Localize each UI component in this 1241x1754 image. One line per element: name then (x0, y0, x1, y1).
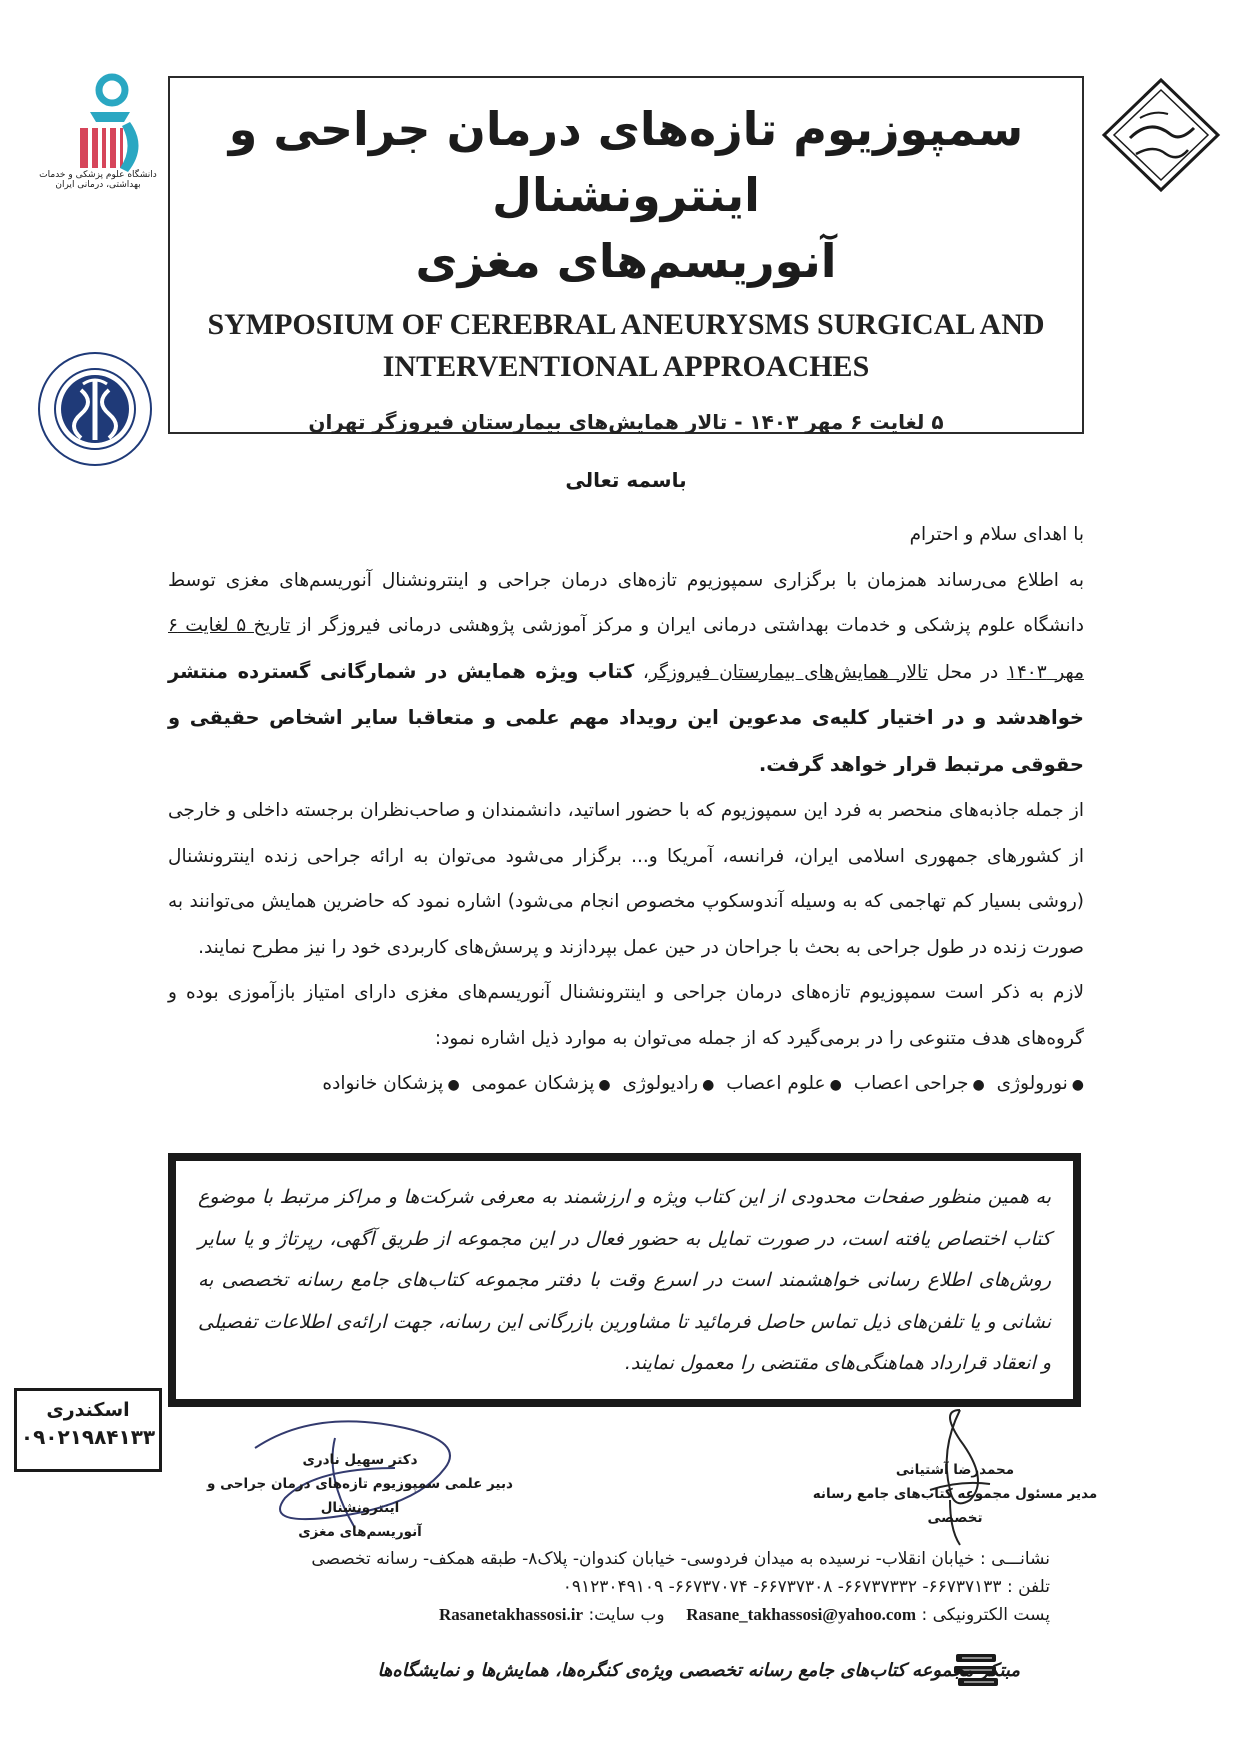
target-group-item: ● نورولوژی (997, 1073, 1084, 1094)
symposium-title-en (170, 304, 1082, 388)
signature-right-role: مدیر مسئول مجموعه کتاب‌های جامع رسانه تخصصی (812, 1486, 1098, 1526)
paragraph-2: از جمله جاذبه‌های منحصر به فرد این سمپوزیوم که با حضور اساتید، دانشمندان و صاحب‌نظران برجسته داخلی و خارجی از کشورهای جمهوری اسلامی ایران، فرانسه، آمریکا و... برگزار می‌شود می‌توان به ارائه جراحی زنده اینترونشنال (روشی بسیار کم تهاجمی که به وسیله آندوسکوپ مخصوص انجام می‌شود) اشاره نمود که حاضرین همایش می‌توانند به صورت زنده در طول جراحی به بحث با جراحان در حین عمل بپردازند و پرسش‌های کاربردی خود را نیز مطرح نمایند. (168, 800, 1084, 958)
greeting: با اهدای سلام و احترام (909, 524, 1084, 545)
p1-venue: تالار همایش‌های بیمارستان فیروزگر (648, 661, 928, 683)
signature-left-role: دبیر علمی سمپوزیوم تازه‌های درمان جراحی و اینترونشنال (207, 1476, 513, 1516)
hospital-seal-icon (36, 350, 154, 468)
title-en-line2: INTERVENTIONAL APPROACHES (382, 350, 870, 383)
title-en-line1: SYMPOSIUM OF CEREBRAL ANEURYSMS SURGICAL AND (207, 308, 1045, 341)
signature-managing-director (800, 1458, 1110, 1530)
paragraph-3: لازم به ذکر است سمپوزیوم تازه‌های درمان جراحی و اینترونشنال آنوریسم‌های مغزی دارای امتیاز بازآموزی بوده و گروه‌های هدف متنوعی را در برمی‌گیرد که از جمله می‌توان به موارد ذیل اشاره نمود: (168, 982, 1084, 1049)
p1-bold: کتاب ویژه همایش در شمارگانی گسترده منتشر خواهدشد و در اختیار کلیه‌ی مدعوین این رویداد مهم علمی و متعاقبا سایر اشخاص حقیقی و حقوقی مرتبط قرار خواهد گرفت. (168, 659, 1084, 776)
target-group-item: ● رادیولوژی (622, 1073, 714, 1094)
p1-date: تاریخ ۵ لغایت ۶ مهر ۱۴۰۳ (168, 615, 1084, 683)
email-website-line (100, 1601, 1050, 1629)
p1-text-c: ، (634, 661, 649, 683)
university-logo-caption: دانشگاه علوم پزشکی و خدمات بهداشتی، درمانی ایران (39, 170, 157, 190)
contact-person-box (14, 1388, 162, 1472)
letter-body (168, 512, 1084, 1109)
footer-tagline: مبتکر مجموعه کتاب‌های جامع رسانه تخصصی ویژه‌ی کنگره‌ها، همایش‌ها و نمایشگاه‌ها (377, 1660, 1020, 1681)
website-label: وب سایت: (588, 1605, 665, 1625)
target-group-item: ● علوم اعصاب (726, 1073, 842, 1094)
contact-person-phone: ۰۹۰۲۱۹۸۴۱۳۳ (20, 1425, 156, 1449)
p1-text-b: در محل (927, 661, 1007, 683)
email-label: پست الکترونیکی : (921, 1605, 1050, 1625)
signature-scientific-secretary (180, 1448, 540, 1544)
target-group-item: ● پزشکان عمومی (472, 1073, 611, 1094)
target-group-item: ● جراحی اعصاب (854, 1073, 985, 1094)
rasane-takhassosi-logo-icon (1100, 76, 1222, 194)
p1-text-a: به اطلاع می‌رساند همزمان با برگزاری سمپوزیوم تازه‌های درمان جراحی و اینترونشنال آنوریسم‌های مغزی توسط دانشگاه علوم پزشکی و خدمات بهداشتی درمانی ایران و مرکز آموزشی پژوهشی درمانی فیروزگر از (168, 569, 1084, 636)
email-link[interactable]: Rasane_takhassosi@yahoo.com (686, 1605, 917, 1624)
address-line: نشانـــی : خیابان انقلاب- نرسیده به میدان فردوسی- خیابان کندوان- پلاک۸- طبقه همکف- رسانه تخصصی (311, 1549, 1050, 1569)
signature-left-name: دکتر سهیل نادری (302, 1452, 418, 1468)
bismillah: باسمه تعالی (565, 468, 687, 492)
contact-person-name: اسکندری (46, 1399, 130, 1421)
target-group-item: ● پزشکان خانواده (322, 1073, 459, 1094)
advertising-notice-box: به همین منظور صفحات محدودی از این کتاب ویژه و ارزشمند به معرفی شرکت‌ها و مراکز مرتبط با موضوع کتاب اختصاص یافته است، در صورت تمایل به حضور فعال در این مجموعه از طریق آگهی، رپرتاژ و یا سایر روش‌های اطلاع رسانی خواهشمند است در اسرع وقت با دفتر مجموعه کتاب‌های جامع رسانه تخصصی به نشانی و یا تلفن‌های ذیل تماس حاصل فرمائید تا مشاورین بازرگانی این رسانه، جهت ارائه‌ی اطلاعات تفصیلی و انعقاد قرارداد هماهنگی‌های مقتضی را معمول نمایند. (168, 1153, 1081, 1407)
contact-address-block (100, 1545, 1050, 1629)
phone-line: تلفن : ۶۶۷۳۷۱۳۳- ۶۶۷۳۷۳۳۲- ۶۶۷۳۷۳۰۸- ۶۶۷۳۷۰۷۴- ۰۹۱۲۳۰۴۹۱۰۹ (562, 1577, 1050, 1597)
title-fa-line1: سمپوزیوم تازه‌های درمان جراحی و اینترونشنال (228, 102, 1024, 222)
paragraph-1 (168, 558, 1084, 789)
target-groups-list (168, 1061, 1084, 1109)
event-date-venue: ۵ لغایت ۶ مهر ۱۴۰۳ - تالار همایش‌های بیمارستان فیروزگر تهران (308, 410, 944, 434)
signature-right-name: محمدرضا آشتیانی (895, 1462, 1015, 1478)
title-fa-line2: آنوریسم‌های مغزی (415, 234, 837, 288)
signature-left-role-2: آنوریسم‌های مغزی (298, 1524, 422, 1540)
header-box (168, 76, 1084, 434)
symposium-title-fa (170, 96, 1082, 294)
website-link[interactable]: Rasanetakhassosi.ir (438, 1605, 584, 1624)
